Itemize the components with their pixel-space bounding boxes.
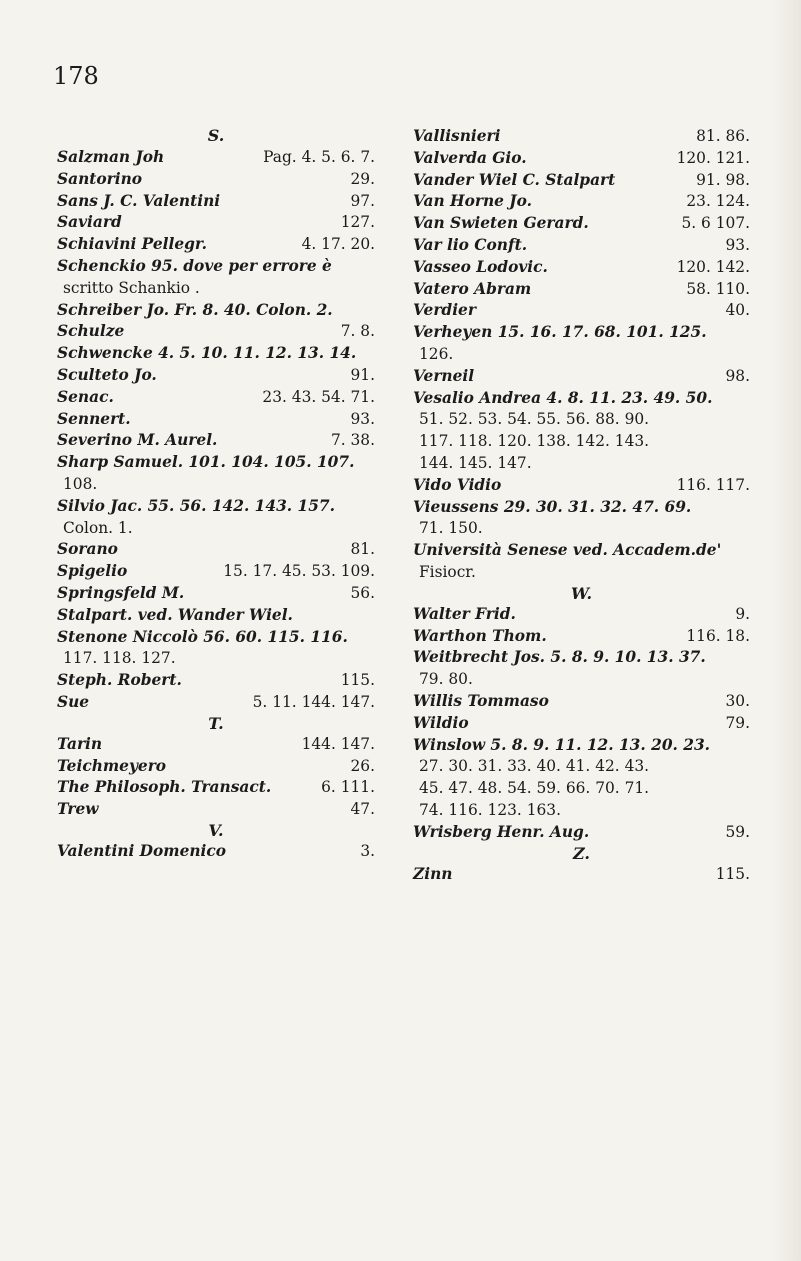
entry-line [57,256,375,278]
entry-continuation: scritto Schankio . [63,278,200,297]
entry-pages: 5. 6 107. [681,214,750,233]
index-entry [57,627,375,671]
entry-name: Schiavini Pellegr. [57,235,207,254]
index-entry [413,148,750,170]
entry-line [57,496,375,518]
entry-name: Valverda Gio. [413,148,527,167]
entry-name: Wildio [413,713,469,732]
entry-line [57,583,375,605]
entry-line [413,540,750,562]
entry-name: Schenckio 95. dove per errore è [57,256,332,275]
entry-line [57,539,375,561]
entry-name: Weitbrecht Jos. 5. 8. 9. 10. 13. 37. [413,648,706,667]
entry-continuation: 74. 116. 123. 163. [419,800,561,819]
entry-name: Vido Vidio [413,475,502,494]
entry-pages: 40. [725,301,750,320]
entry-continuation: Fisiocr. [419,562,476,581]
section-letter: W. [570,583,593,603]
entry-name: Sculteto Jo. [57,365,157,384]
entry-line [413,518,750,540]
index-entry [57,452,375,496]
entry-name: Walter Frid. [413,604,516,623]
entry-continuation: 51. 52. 53. 54. 55. 56. 88. 90. [419,410,650,429]
index-entry [413,257,750,279]
entry-line [57,605,375,627]
section-letter: T. [208,713,224,733]
entry-name: Sorano [57,540,118,559]
entry-line [57,518,375,540]
index-entry [413,647,750,691]
entry-line [413,669,750,691]
entry-line [413,126,750,148]
entry-pages: 30. [725,691,750,710]
index-entry [57,212,375,234]
entry-name: Vesalio Andrea 4. 8. 11. 23. 49. 50. [413,388,713,407]
entry-name: Sue [57,692,90,711]
entry-name: Van Horne Jo. [413,192,532,211]
index-entry [413,170,750,192]
entry-pages: 15. 17. 45. 53. 109. [223,562,375,581]
entry-name: Schreiber Jo. Fr. 8. 40. Colon. 2. [57,300,333,319]
entry-pages: 26. [350,756,375,775]
entry-line [57,191,375,213]
entry-line [57,169,375,191]
entry-line [413,497,750,519]
index-entry [413,322,750,366]
entry-name: Tarin [57,734,103,753]
entry-name: Valentini Domenico [57,841,227,860]
entry-line [413,778,750,800]
entry-line [413,191,750,213]
index-column-right [413,126,750,885]
entry-line [57,321,375,343]
entry-line [413,409,750,431]
entry-pages: 116. 18. [686,626,750,645]
entry-pages: 98. [725,366,750,385]
entry-pages: 116. 117. [676,475,750,494]
entry-name: Santorino [57,169,143,188]
entry-line [413,388,750,410]
entry-line [413,235,750,257]
entry-line [413,735,750,757]
entry-pages: 47. [350,800,375,819]
index-entry [413,691,750,713]
entry-pages: 127. [340,213,375,232]
entry-line [413,453,750,475]
entry-continuation: Colon. 1. [63,518,133,537]
entry-continuation: 71. 150. [419,519,483,538]
index-entry [413,604,750,626]
index-entry [57,841,375,863]
index-entry [57,365,375,387]
entry-name: Stenone Niccolò 56. 60. 115. 116. [57,627,348,646]
entry-line [413,213,750,235]
index-entry [413,713,750,735]
entry-line [413,713,750,735]
index-entry [413,279,750,301]
page-number: 178 [53,62,99,90]
entry-pages: 81. 86. [696,127,750,145]
entry-continuation: 144. 145. 147. [419,453,532,472]
entry-name: Springsfeld M. [57,583,185,602]
entry-line [413,431,750,453]
index-entry [413,626,750,648]
entry-continuation: 126. [419,344,454,363]
entry-line [57,212,375,234]
entry-line [57,409,375,431]
index-entry [413,864,750,886]
section-letter: Z. [573,843,590,863]
index-entry [57,234,375,256]
entry-name: Wrisberg Henr. Aug. [413,822,590,841]
index-entry [413,235,750,257]
entry-name: Teichmeyero [57,756,167,775]
entry-line [57,756,375,778]
entry-name: Senac. [57,387,114,406]
index-entry [413,300,750,322]
index-entry [57,256,375,300]
entry-name: Schwencke 4. 5. 10. 11. 12. 13. 14. [57,344,357,363]
entry-name: Steph. Robert. [57,671,182,690]
entry-continuation: 79. 80. [419,670,473,689]
entry-pages: 6. 111. [321,778,375,797]
entry-name: Università Senese ved. Accadem.de' [413,541,722,560]
entry-name: Silvio Jac. 55. 56. 142. 143. 157. [57,496,336,515]
entry-line [57,430,375,452]
index-entry [57,583,375,605]
entry-pages: 29. [350,169,375,188]
entry-name: Salzman Joh [57,148,165,166]
entry-line [413,756,750,778]
entry-pages: 23. 43. 54. 71. [262,387,375,406]
entry-pages: 4. 17. 20. [301,235,375,254]
entry-pages: 23. 124. [686,192,750,211]
entry-line [413,864,750,886]
entry-pages: 3. [360,841,375,860]
entry-line [413,148,750,170]
index-entry [57,496,375,540]
index-entry [413,735,750,822]
index-entry [57,756,375,778]
entry-pages: 7. 38. [330,431,375,450]
index-entry [57,343,375,365]
entry-line [413,562,750,584]
entry-pages: 97. [350,191,375,210]
entry-line [57,474,375,496]
index-entry [413,540,750,584]
entry-name: Vander Wiel C. Stalpart [413,170,616,189]
entry-pages: Pag. 4. 5. 6. 7. [263,148,375,166]
entry-line [57,561,375,583]
index-entry [57,147,375,169]
index-entry [57,777,375,799]
entry-name: Verheyen 15. 16. 17. 68. 101. 125. [413,323,707,342]
entry-line [413,322,750,344]
entry-pages: 120. 142. [676,257,750,276]
entry-line [57,841,375,863]
entry-pages: 144. 147. [301,734,375,753]
entry-line [413,475,750,497]
entry-pages: 81. [350,540,375,559]
index-entry [57,561,375,583]
index-entry [57,300,375,322]
entry-name: Vasseo Lodovic. [413,257,548,276]
entry-pages: 58. 110. [686,279,750,298]
index-entry [57,734,375,756]
section-letter: S. [207,126,225,145]
entry-continuation: 27. 30. 31. 33. 40. 41. 42. 43. [419,757,650,776]
entry-name: Verdier [413,301,476,320]
entry-pages: 91. 98. [696,170,750,189]
entry-name: Van Swieten Gerard. [413,214,589,233]
entry-name: Schulze [57,322,125,341]
entry-line [57,734,375,756]
index-entry [57,692,375,714]
entry-line [413,257,750,279]
entry-pages: 115. [715,864,750,883]
entry-name: Warthon Thom. [413,626,547,645]
entry-line [413,344,750,366]
entry-pages: 91. [350,365,375,384]
entry-continuation: 117. 118. 120. 138. 142. 143. [419,432,650,451]
entry-line [413,170,750,192]
entry-continuation: 117. 118. 127. [63,649,176,668]
entry-pages: 5. 11. 144. 147. [252,692,375,711]
entry-pages: 56. [350,583,375,602]
entry-line [57,300,375,322]
entry-line [57,234,375,256]
entry-name: Sharp Samuel. 101. 104. 105. 107. [57,453,355,472]
entry-name: Zinn [413,864,453,883]
entry-name: Sans J. C. Valentini [57,191,221,210]
entry-line [413,626,750,648]
entry-line [413,366,750,388]
entry-name: Severino M. Aurel. [57,431,218,450]
entry-line [57,799,375,821]
entry-line [57,648,375,670]
entry-pages: 93. [725,235,750,254]
index-entry [57,191,375,213]
entry-name: Var lio Conft. [413,235,528,254]
entry-name: Trew [57,800,99,819]
index-entry [57,409,375,431]
entry-pages: 115. [340,671,375,690]
entry-line [413,647,750,669]
entry-name: Willis Tommaso [413,691,549,710]
entry-name: Winslow 5. 8. 9. 11. 12. 13. 20. 23. [413,735,711,754]
entry-pages: 9. [735,604,750,623]
entry-line [57,777,375,799]
entry-name: Vieussens 29. 30. 31. 32. 47. 69. [413,497,692,516]
index-entry [413,191,750,213]
entry-name: Vallisnieri [413,127,501,145]
entry-name: Sennert. [57,409,131,428]
entry-continuation: 108. [63,474,98,493]
entry-line [413,604,750,626]
entry-line [413,279,750,301]
index-entry [413,388,750,475]
entry-line [57,343,375,365]
entry-pages: 59. [725,822,750,841]
entry-pages: 79. [725,713,750,732]
entry-line [57,278,375,300]
index-entry [57,605,375,627]
entry-pages: 7. 8. [340,322,375,341]
entry-line [413,691,750,713]
entry-name: The Philosoph. Transact. [57,778,272,797]
entry-line [413,300,750,322]
entry-line [57,452,375,474]
entry-line [57,147,375,169]
entry-name: Saviard [57,213,122,232]
index-entry [413,475,750,497]
index-entry [57,321,375,343]
entry-line [57,365,375,387]
index-entry [413,822,750,844]
entry-pages: 120. 121. [676,148,750,167]
entry-line [57,387,375,409]
index-entry [413,497,750,541]
entry-name: Vatero Abram [413,279,532,298]
entry-line [57,627,375,649]
index-entry [413,126,750,148]
index-column-left [57,126,375,863]
index-entry [413,366,750,388]
index-entry [413,213,750,235]
entry-name: Spigelio [57,562,128,581]
index-entry [57,387,375,409]
index-entry [57,799,375,821]
entry-line [413,822,750,844]
entry-continuation: 45. 47. 48. 54. 59. 66. 70. 71. [419,779,650,798]
index-entry [57,539,375,561]
entry-line [413,800,750,822]
entry-line [57,670,375,692]
index-entry [57,670,375,692]
index-entry [57,430,375,452]
entry-name: Stalpart. ved. Wander Wiel. [57,605,293,624]
entry-pages: 93. [350,409,375,428]
page-edge-shadow [773,0,801,1261]
index-entry [57,169,375,191]
section-letter: V. [208,820,224,840]
entry-line [57,692,375,714]
entry-name: Verneil [413,366,475,385]
